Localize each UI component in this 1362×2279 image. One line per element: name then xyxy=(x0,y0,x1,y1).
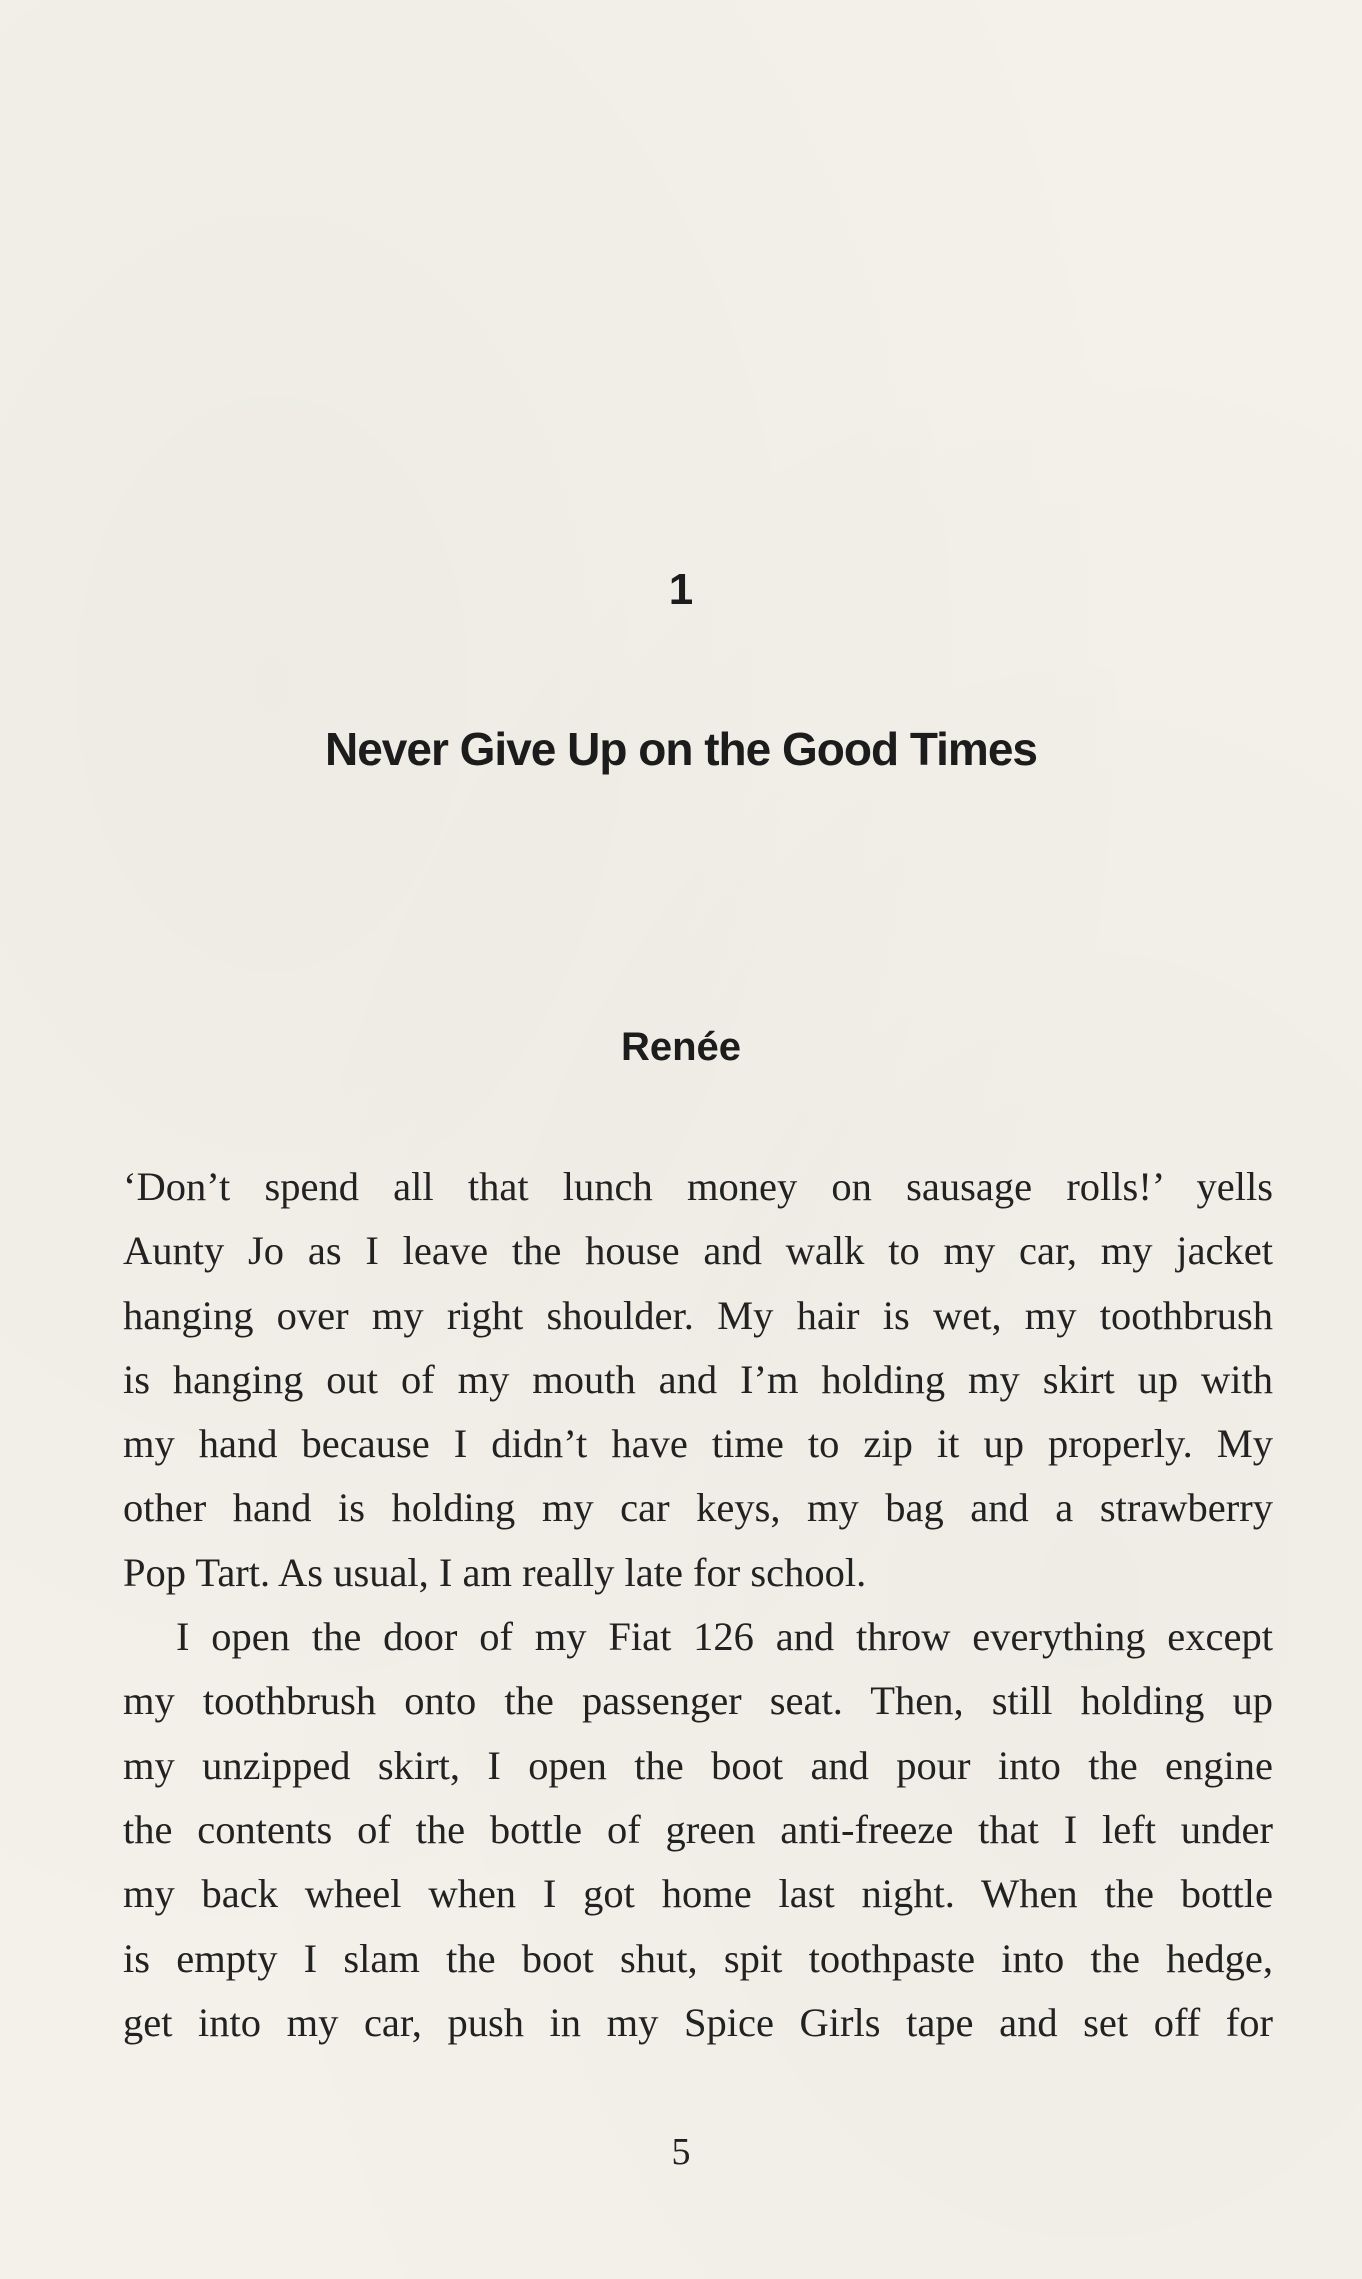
text-line: I open the door of my Fiat 126 and throw everything except xyxy=(176,1614,1273,1660)
chapter-number: 1 xyxy=(668,565,694,614)
text-line: Aunty Jo as I leave the house and walk to my car, my jacket xyxy=(123,1228,1273,1274)
text-line: ‘Don’t spend all that lunch money on sausage rolls!’ yells xyxy=(123,1164,1273,1209)
paragraph-1 xyxy=(123,1155,1273,1605)
paragraph-2 xyxy=(123,1605,1273,2055)
text-line: the contents of the bottle of green anti-freeze that I left under xyxy=(123,1806,1273,1852)
body-text xyxy=(123,1155,1273,2055)
text-line: get into my car, push in my Spice Girls tape and set off for xyxy=(123,1999,1273,2045)
text-line: is hanging out of my mouth and I’m holding my skirt up with xyxy=(123,1356,1273,1402)
text-line: hanging over my right shoulder. My hair is wet, my toothbrush xyxy=(123,1292,1273,1338)
chapter-title: Never Give Up on the Good Times xyxy=(325,723,1037,775)
text-line: other hand is holding my car keys, my bag and a strawberry xyxy=(123,1485,1273,1531)
text-line: my back wheel when I got home last night. When the bottle xyxy=(123,1871,1273,1917)
text-line: my toothbrush onto the passenger seat. Then, still holding up xyxy=(123,1678,1273,1724)
text-line: is empty I slam the boot shut, spit toothpaste into the hedge, xyxy=(123,1935,1273,1981)
narrator-heading: Renée xyxy=(620,1025,742,1069)
page-number: 5 xyxy=(671,2131,691,2173)
text-line: my hand because I didn’t have time to zip it up properly. My xyxy=(123,1421,1273,1467)
text-line: Pop Tart. As usual, I am really late for school. xyxy=(123,1549,867,1595)
text-line: my unzipped skirt, I open the boot and pour into the engine xyxy=(123,1742,1273,1788)
